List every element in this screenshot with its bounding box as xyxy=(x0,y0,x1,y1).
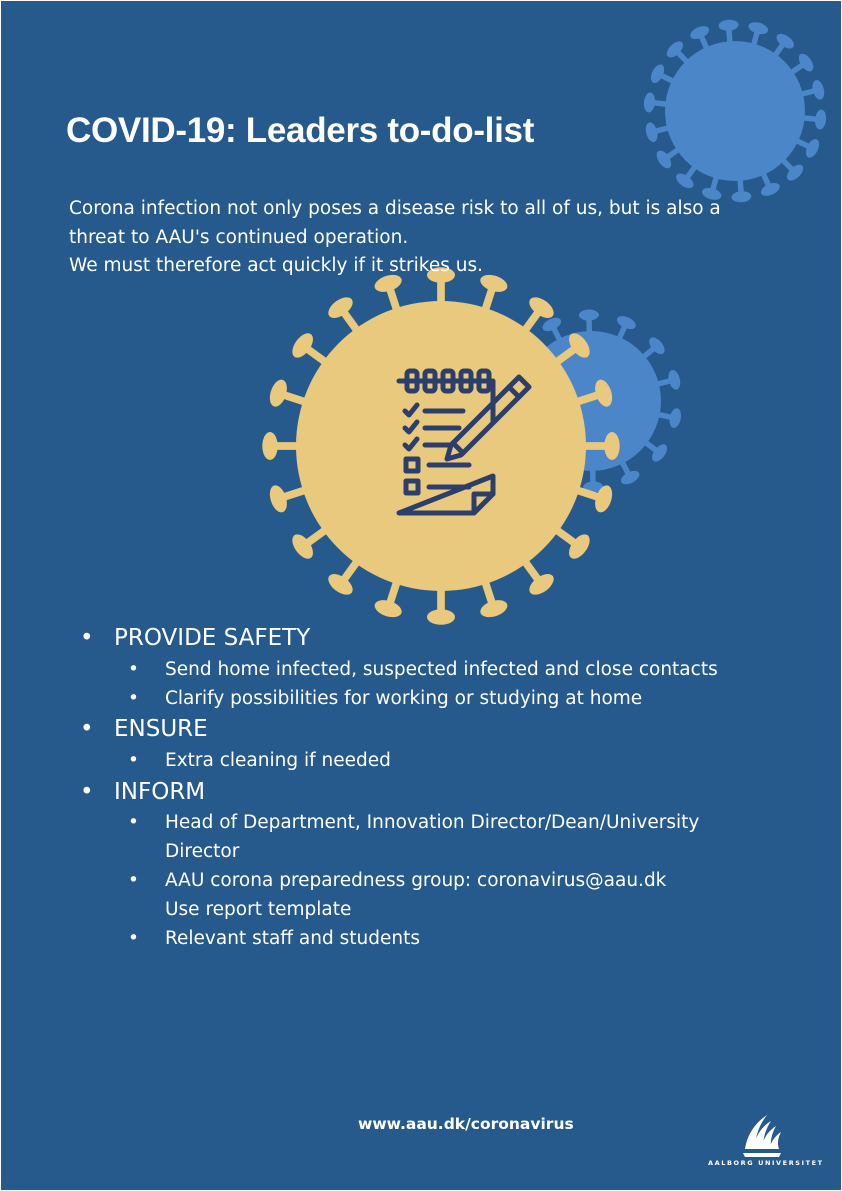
poster xyxy=(1,1,841,1190)
intro-line: We must therefore act quickly if it strikes us. xyxy=(69,255,483,276)
section-heading-inform: INFORM xyxy=(114,779,206,805)
list-item: Send home infected, suspected infected and close contacts xyxy=(165,659,718,680)
bullet: • xyxy=(128,870,139,891)
todo-list xyxy=(1,1,841,1001)
page-title: COVID-19: Leaders to-do-list xyxy=(66,111,535,150)
bullet: • xyxy=(128,928,139,949)
list-item: Clarify possibilities for working or studying at home xyxy=(165,688,643,709)
section-heading-ensure: ENSURE xyxy=(114,716,208,742)
section-heading-provide-safety: PROVIDE SAFETY xyxy=(114,625,311,651)
bullet: • xyxy=(128,812,139,833)
website-link[interactable]: www.aau.dk/coronavirus xyxy=(358,1115,574,1133)
list-item: AAU corona preparedness group: coronavirus@aau.dk xyxy=(165,870,667,891)
logo-wordmark: AALBORG UNIVERSITET xyxy=(708,1159,824,1167)
list-item: Extra cleaning if needed xyxy=(165,750,391,771)
list-item: Head of Department, Innovation Director/Dean/University xyxy=(165,812,700,833)
bullet: • xyxy=(80,779,94,805)
intro-line: Corona infection not only poses a disease risk to all of us, but is also a xyxy=(69,198,721,219)
list-item: Relevant staff and students xyxy=(165,928,420,949)
bullet: • xyxy=(80,716,94,742)
intro-line: threat to AAU's continued operation. xyxy=(69,226,409,248)
bullet: • xyxy=(128,750,139,771)
list-item-continuation: Use report template xyxy=(165,899,352,920)
list-item-continuation: Director xyxy=(165,841,240,862)
bullet: • xyxy=(128,688,139,709)
bullet: • xyxy=(80,625,94,651)
bullet: • xyxy=(128,659,139,680)
